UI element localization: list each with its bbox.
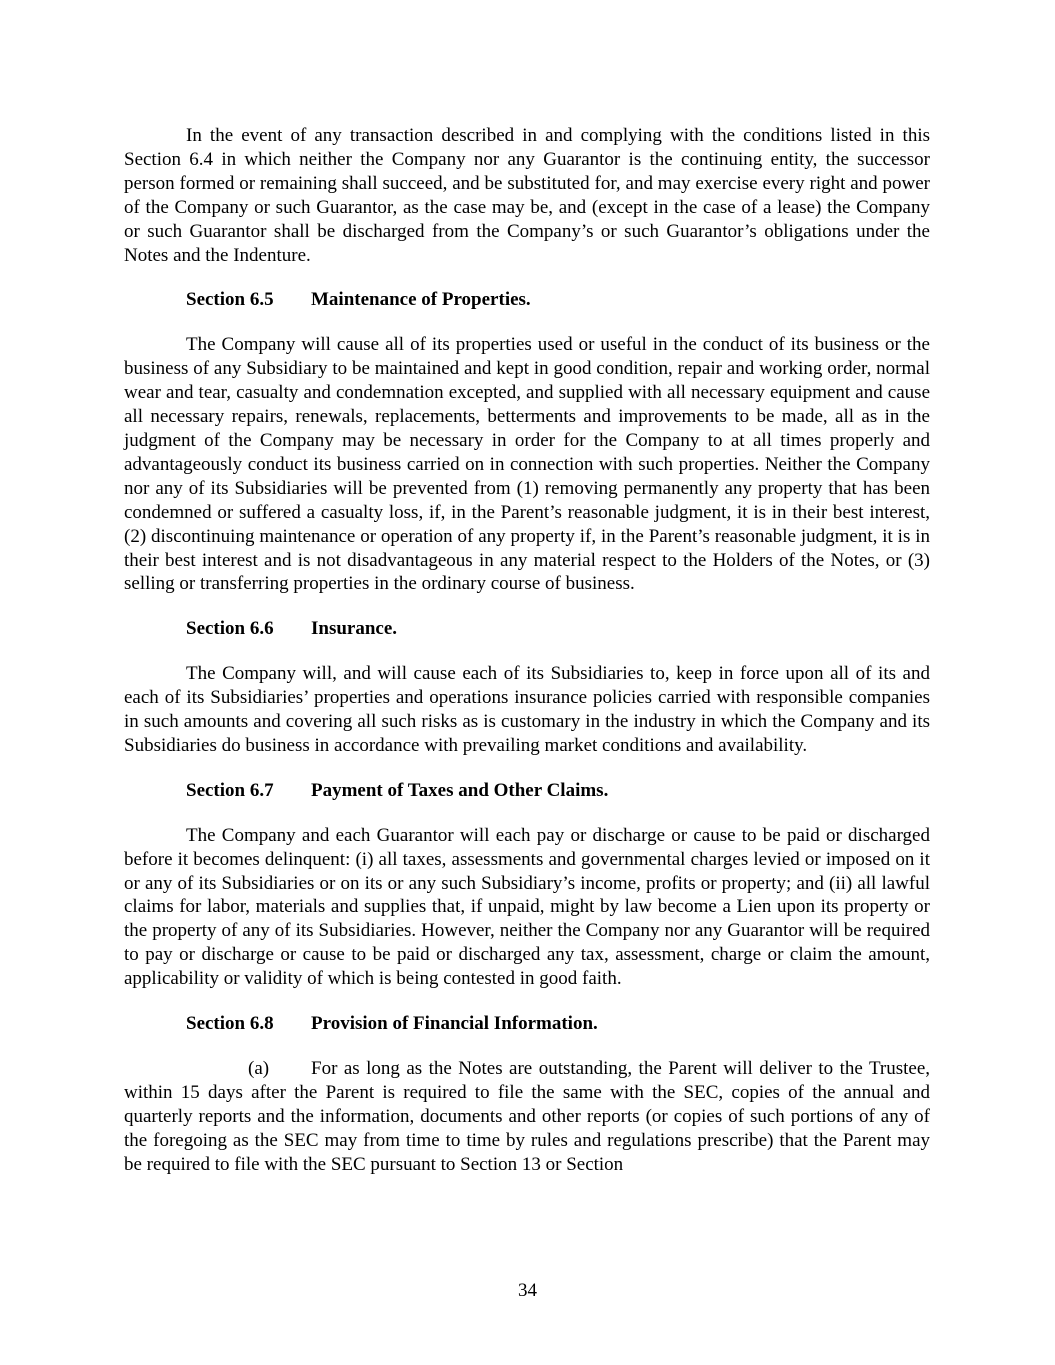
section-6-7-heading	[186, 779, 930, 803]
section-title: Insurance.	[311, 618, 398, 640]
clause-marker: (a)	[248, 1058, 270, 1079]
section-title: Provision of Financial Information.	[311, 1013, 598, 1035]
page-number: 34	[518, 1280, 537, 1301]
section-6-5-body: The Company will cause all of its properties used or useful in the conduct of its business or the business of any Subsidiary to be maintained and kept in good condition, repair and working order, normal wear and tear, casualty and condemnation excepted, and supplied with all necessary equipment and cause all necessary repairs, renewals, replacements, betterments and improvements to be made, all as in the judgment of the Company may be necessary in order for the Company to at all times properly and advantageously conduct its business carried on in connection with such properties. Neither the Company nor any of its Subsidiaries will be prevented from (1) removing permanently any property that has been condemned or suffered a casualty loss, if, in the Parent’s reasonable judgment, it is in their best interest, (2) discontinuing maintenance or operation of any property if, in the Parent’s reasonable judgment, it is in their best interest and is not disadvantageous in any material respect to the Holders of the Notes, or (3) selling or transferring properties in the ordinary course of business.	[124, 334, 930, 595]
section-6-8-clause-a	[124, 1057, 930, 1177]
section-title: Maintenance of Properties.	[311, 289, 531, 311]
section-number: Section 6.8	[186, 1013, 274, 1035]
section-number: Section 6.6	[186, 618, 274, 640]
section-6-7-body: The Company and each Guarantor will each pay or discharge or cause to be paid or discharged before it becomes delinquent: (i) all taxes, assessments and governmental charges levied or imposed on it or any of its Subsidiaries or on its or any such Subsidiary’s income, profits or property; and (ii) all lawful claims for labor, materials and supplies that, if unpaid, might by law become a Lien upon its property or the property of any of its Subsidiaries. However, neither the Company nor any Guarantor will be required to pay or discharge or cause to be paid or discharged any tax, assessment, charge or claim the amount, applicability or validity of which is being contested in good faith.	[124, 824, 930, 990]
section-6-5-heading	[186, 288, 930, 312]
paragraph-section-6-4-continuation: In the event of any transaction described in and complying with the conditions listed in this Section 6.4 in which neither the Company nor any Guarantor is the continuing entity, the successor person formed or remaining shall succeed, and be substituted for, and may exercise every right and power of the Company or such Guarantor, as the case may be, and (except in the case of a lease) the Company or such Guarantor shall be discharged from the Company’s or such Guarantor’s obligations under the Notes and the Indenture.	[124, 125, 930, 266]
section-number: Section 6.5	[186, 289, 274, 311]
document-page	[124, 124, 930, 1177]
section-6-8-heading	[186, 1012, 930, 1036]
section-6-6-heading	[186, 617, 930, 641]
section-number: Section 6.7	[186, 779, 274, 801]
section-6-6-body: The Company will, and will cause each of its Subsidiaries to, keep in force upon all of its and each of its Subsidiaries’ properties and operations insurance policies carried with responsible companies in such amounts and covering all such risks as is customary in the industry in which the Company and its Subsidiaries do business in accordance with prevailing market conditions and availability.	[124, 663, 930, 756]
clause-text: For as long as the Notes are outstanding, the Parent will deliver to the Trustee, within 15 days after the Parent is required to file the same with the SEC, copies of the annual and quarterly reports and the information, documents and other reports (or copies of such portions of any of the foregoing as the SEC may from time to time by rules and regulations prescribe) that the Parent may be required to file with the SEC pursuant to Section 13 or Section	[124, 1058, 930, 1175]
section-title: Payment of Taxes and Other Claims.	[311, 779, 609, 801]
